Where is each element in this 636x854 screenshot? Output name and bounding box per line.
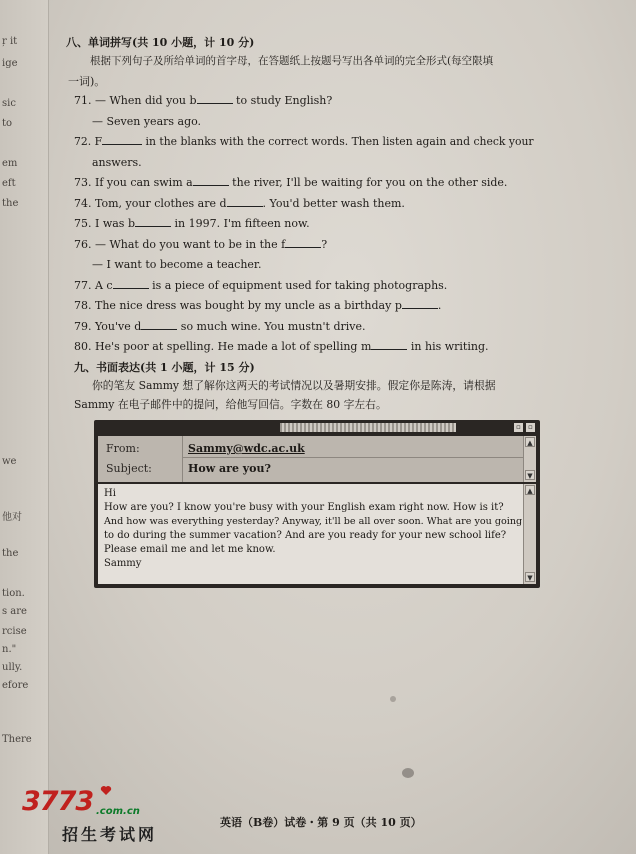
answer-blank[interactable] xyxy=(371,340,407,350)
margin-fragment: ige xyxy=(2,58,18,69)
answer-blank[interactable] xyxy=(113,279,149,289)
minimize-icon[interactable]: ▫ xyxy=(514,423,523,432)
answer-blank[interactable] xyxy=(135,217,171,227)
from-address[interactable]: Sammy@wdc.ac.uk xyxy=(188,442,305,455)
body-line: Hi xyxy=(104,488,116,499)
answer-blank[interactable] xyxy=(197,94,233,104)
margin-fragment: tion. xyxy=(2,588,25,599)
question-75: 75. I was b in 1997. I'm fifteen now. xyxy=(74,217,310,230)
question-73: 73. If you can swim a the river, I'll be waiting for you on the other side. xyxy=(74,176,508,189)
section-9-prompt: 你的笔友 Sammy 想了解你这两天的考试情况以及暑期安排。假定你是陈涛，请根据 xyxy=(92,379,496,392)
margin-fragment: sic xyxy=(2,98,16,109)
question-80: 80. He's poor at spelling. He made a lot of spelling m in his writing. xyxy=(74,340,489,353)
answer-blank[interactable] xyxy=(193,176,229,186)
answer-blank[interactable] xyxy=(227,197,263,207)
scroll-down-icon[interactable]: ▼ xyxy=(525,572,535,582)
email-body xyxy=(98,484,536,584)
question-79: 79. You've d so much wine. You mustn't drive. xyxy=(74,320,366,333)
subject-label: Subject: xyxy=(106,462,152,475)
margin-fragment: There xyxy=(2,734,32,745)
row-divider xyxy=(182,457,524,458)
answer-blank[interactable] xyxy=(141,320,177,330)
margin-fragment: ŗ it xyxy=(2,36,18,47)
margin-fragment: ully. xyxy=(2,662,23,673)
margin-fragment: the xyxy=(2,198,19,209)
email-window xyxy=(94,420,540,588)
answer-blank[interactable] xyxy=(285,238,321,248)
question-74: 74. Tom, your clothes are d . You'd better wash them. xyxy=(74,197,405,210)
body-scrollbar[interactable] xyxy=(523,484,536,584)
margin-fragment: rcise xyxy=(2,626,27,637)
section-9-prompt-cont: Sammy 在电子邮件中的提问，给他写回信。字数在 80 字左右。 xyxy=(74,398,387,411)
margin-fragment: 他对 xyxy=(2,512,22,523)
answer-76: — I want to become a teacher. xyxy=(92,258,262,271)
from-label: From: xyxy=(106,442,140,455)
margin-fragment: eft xyxy=(2,178,16,189)
margin-fragment: s are xyxy=(2,606,27,617)
site-logo: 3773 xyxy=(22,786,94,817)
heart-icon xyxy=(100,784,112,796)
question-77: 77. A c is a piece of equipment used for taking photographs. xyxy=(74,279,448,292)
question-78: 78. The nice dress was bought by my uncle as a birthday p . xyxy=(74,299,442,312)
section-8-instruction-cont: 一词)。 xyxy=(68,75,106,88)
maximize-icon[interactable]: ▫ xyxy=(526,423,535,432)
body-line: to do during the summer vacation? And are you ready for your new school life? xyxy=(104,530,507,541)
previous-page-edge xyxy=(0,0,49,854)
site-tagline: 招生考试网 xyxy=(62,825,158,844)
section-8-instruction: 根据下列句子及所给单词的首字母，在答题纸上按题号写出各单词的完全形式(每空限填 xyxy=(90,55,494,67)
question-72-cont: answers. xyxy=(92,156,142,169)
window-title-bar xyxy=(280,423,456,432)
margin-fragment: to xyxy=(2,118,13,129)
email-header xyxy=(98,436,536,482)
margin-fragment: we xyxy=(2,456,17,467)
body-line: Sammy xyxy=(104,558,142,569)
ink-stain xyxy=(402,768,414,778)
scroll-up-icon[interactable]: ▲ xyxy=(525,437,535,447)
body-line: How are you? I know you're busy with your English exam right now. How is it? xyxy=(104,502,504,513)
answer-blank[interactable] xyxy=(102,135,142,145)
section-9-title: 九、书面表达(共 1 小题，计 15 分) xyxy=(74,361,255,374)
scroll-up-icon[interactable]: ▲ xyxy=(525,485,535,495)
answer-71: — Seven years ago. xyxy=(92,115,202,128)
margin-fragment: the xyxy=(2,548,19,559)
section-8-title: 八、单词拼写(共 10 小题，计 10 分) xyxy=(66,36,255,49)
page-footer: 英语（B卷）试卷・第 9 页（共 10 页） xyxy=(220,816,422,829)
question-71: 71. — When did you b to study English? xyxy=(74,94,333,107)
header-divider xyxy=(182,436,183,482)
margin-fragment: em xyxy=(2,158,18,169)
header-scrollbar[interactable] xyxy=(523,436,536,482)
answer-blank[interactable] xyxy=(402,299,438,309)
question-76: 76. — What do you want to be in the f ? xyxy=(74,238,328,251)
question-72: 72. F in the blanks with the correct words. Then listen again and check your xyxy=(74,135,534,148)
body-line: Please email me and let me know. xyxy=(104,544,276,555)
margin-fragment: efore xyxy=(2,680,29,691)
body-line: And how was everything yesterday? Anyway, it'll be all over soon. What are you going xyxy=(104,516,523,527)
subject-value: How are you? xyxy=(188,462,271,475)
scroll-down-icon[interactable]: ▼ xyxy=(525,470,535,480)
site-domain: .com.cn xyxy=(96,806,140,817)
ink-stain xyxy=(390,696,396,702)
margin-fragment: n." xyxy=(2,644,17,655)
